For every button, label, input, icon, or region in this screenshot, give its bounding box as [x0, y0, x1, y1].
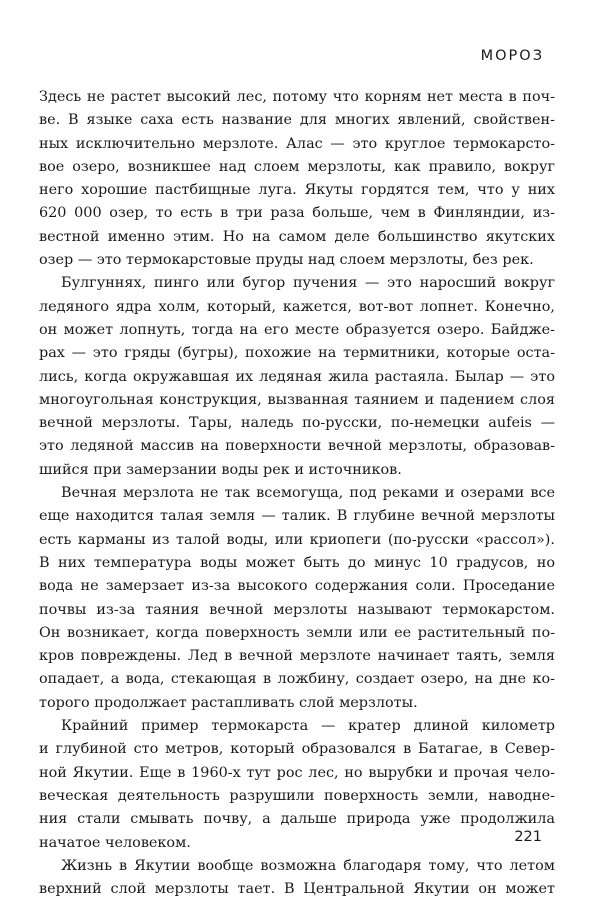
- text-line: многоугольная конструкция, вызванная таянием и падением слоя: [39, 391, 555, 408]
- body-text: [39, 86, 555, 901]
- text-line: вое озеро, возникшее над слоем мерзлоты, как правило, вокруг: [39, 158, 555, 175]
- text-line: еще находится талая земля — талик. В глубине вечной мерзлоты: [39, 508, 555, 525]
- text-line: Жизнь в Якутии вообще возможна благодаря тому, что летом: [61, 857, 555, 874]
- text-line: это ледяной массив на поверхности вечной мерзлоты, образовав-: [39, 438, 555, 455]
- text-line: ных исключительно мерзлоте. Алас — это круглое термокарсто-: [39, 135, 555, 152]
- text-line: верхний слой мерзлоты тает. В Центральной Якутии он может: [39, 881, 555, 898]
- text-line: вестной именно этим. Но на самом деле большинство якутских: [39, 228, 555, 245]
- text-line: опадает, а вода, стекающая в ложбину, создает озеро, на дне ко-: [39, 671, 555, 688]
- text-line: лись, когда окружавшая их ледяная жила растаяла. Былар — это: [39, 368, 555, 385]
- text-line: Булгуннях, пинго или бугор пучения — это наросший вокруг: [61, 275, 555, 292]
- text-line: В них температура воды может быть до минус 10 градусов, но: [39, 554, 555, 571]
- text-line: почвы из-за таяния вечной мерзлоты называют термокарстом.: [39, 601, 555, 618]
- text-line: Крайний пример термокарста — кратер длиной километр: [61, 718, 555, 735]
- text-line: ния стали смывать почву, а дальше природа уже продолжила: [39, 811, 555, 828]
- text-line: и глубиной сто метров, который образовался в Батагае, в Север-: [39, 741, 555, 758]
- running-header: МОРОЗ: [480, 48, 544, 64]
- text-line: Здесь не растет высокий лес, потому что корням нет места в поч-: [39, 89, 555, 105]
- text-line: шийся при замерзании воды рек и источников.: [39, 461, 402, 478]
- page-number: 221: [514, 829, 542, 845]
- text-line: 620 000 озер, то есть в три раза больше, чем в Финляндии, из-: [39, 205, 555, 222]
- text-line: Вечная мерзлота не так всемогуща, под реками и озерами все: [61, 485, 555, 502]
- text-line: вечной мерзлоты. Тары, наледь по-русски, по-немецки aufeis —: [39, 415, 555, 432]
- text-line: он может лопнуть, тогда на его месте образуется озеро. Байдже-: [39, 321, 555, 338]
- text-line: него хорошие пастбищные луга. Якуты гордятся тем, что у них: [39, 182, 555, 199]
- text-line: ной Якутии. Еще в 1960-х тут рос лес, но вырубки и прочая чело-: [39, 764, 555, 781]
- text-line: вода не замерзает из-за высокого содержания соли. Проседание: [39, 578, 555, 595]
- text-line: озер — это термокарстовые пруды над слоем мерзлоты, без рек.: [39, 252, 534, 269]
- text-line: есть карманы из талой воды, или криопеги (по-русски «рассол»).: [39, 531, 555, 548]
- text-line: кров повреждены. Лед в вечной мерзлоте начинает таять, земля: [39, 648, 555, 665]
- text-line: ве. В языке саха есть название для многих явлений, свойствен-: [39, 112, 555, 129]
- text-line: торого продолжает растапливать слой мерзлоты.: [39, 694, 418, 711]
- text-line: начатое человеком.: [39, 834, 191, 851]
- text-line: веческая деятельность разрушили поверхность земли, наводне-: [39, 787, 555, 804]
- text-line: ледяного ядра холм, который, кажется, вот-вот лопнет. Конечно,: [39, 298, 555, 315]
- text-line: рах — это гряды (бугры), похожие на термитники, которые оста-: [39, 345, 555, 362]
- text-line: Он возникает, когда поверхность земли или ее растительный по-: [39, 624, 555, 641]
